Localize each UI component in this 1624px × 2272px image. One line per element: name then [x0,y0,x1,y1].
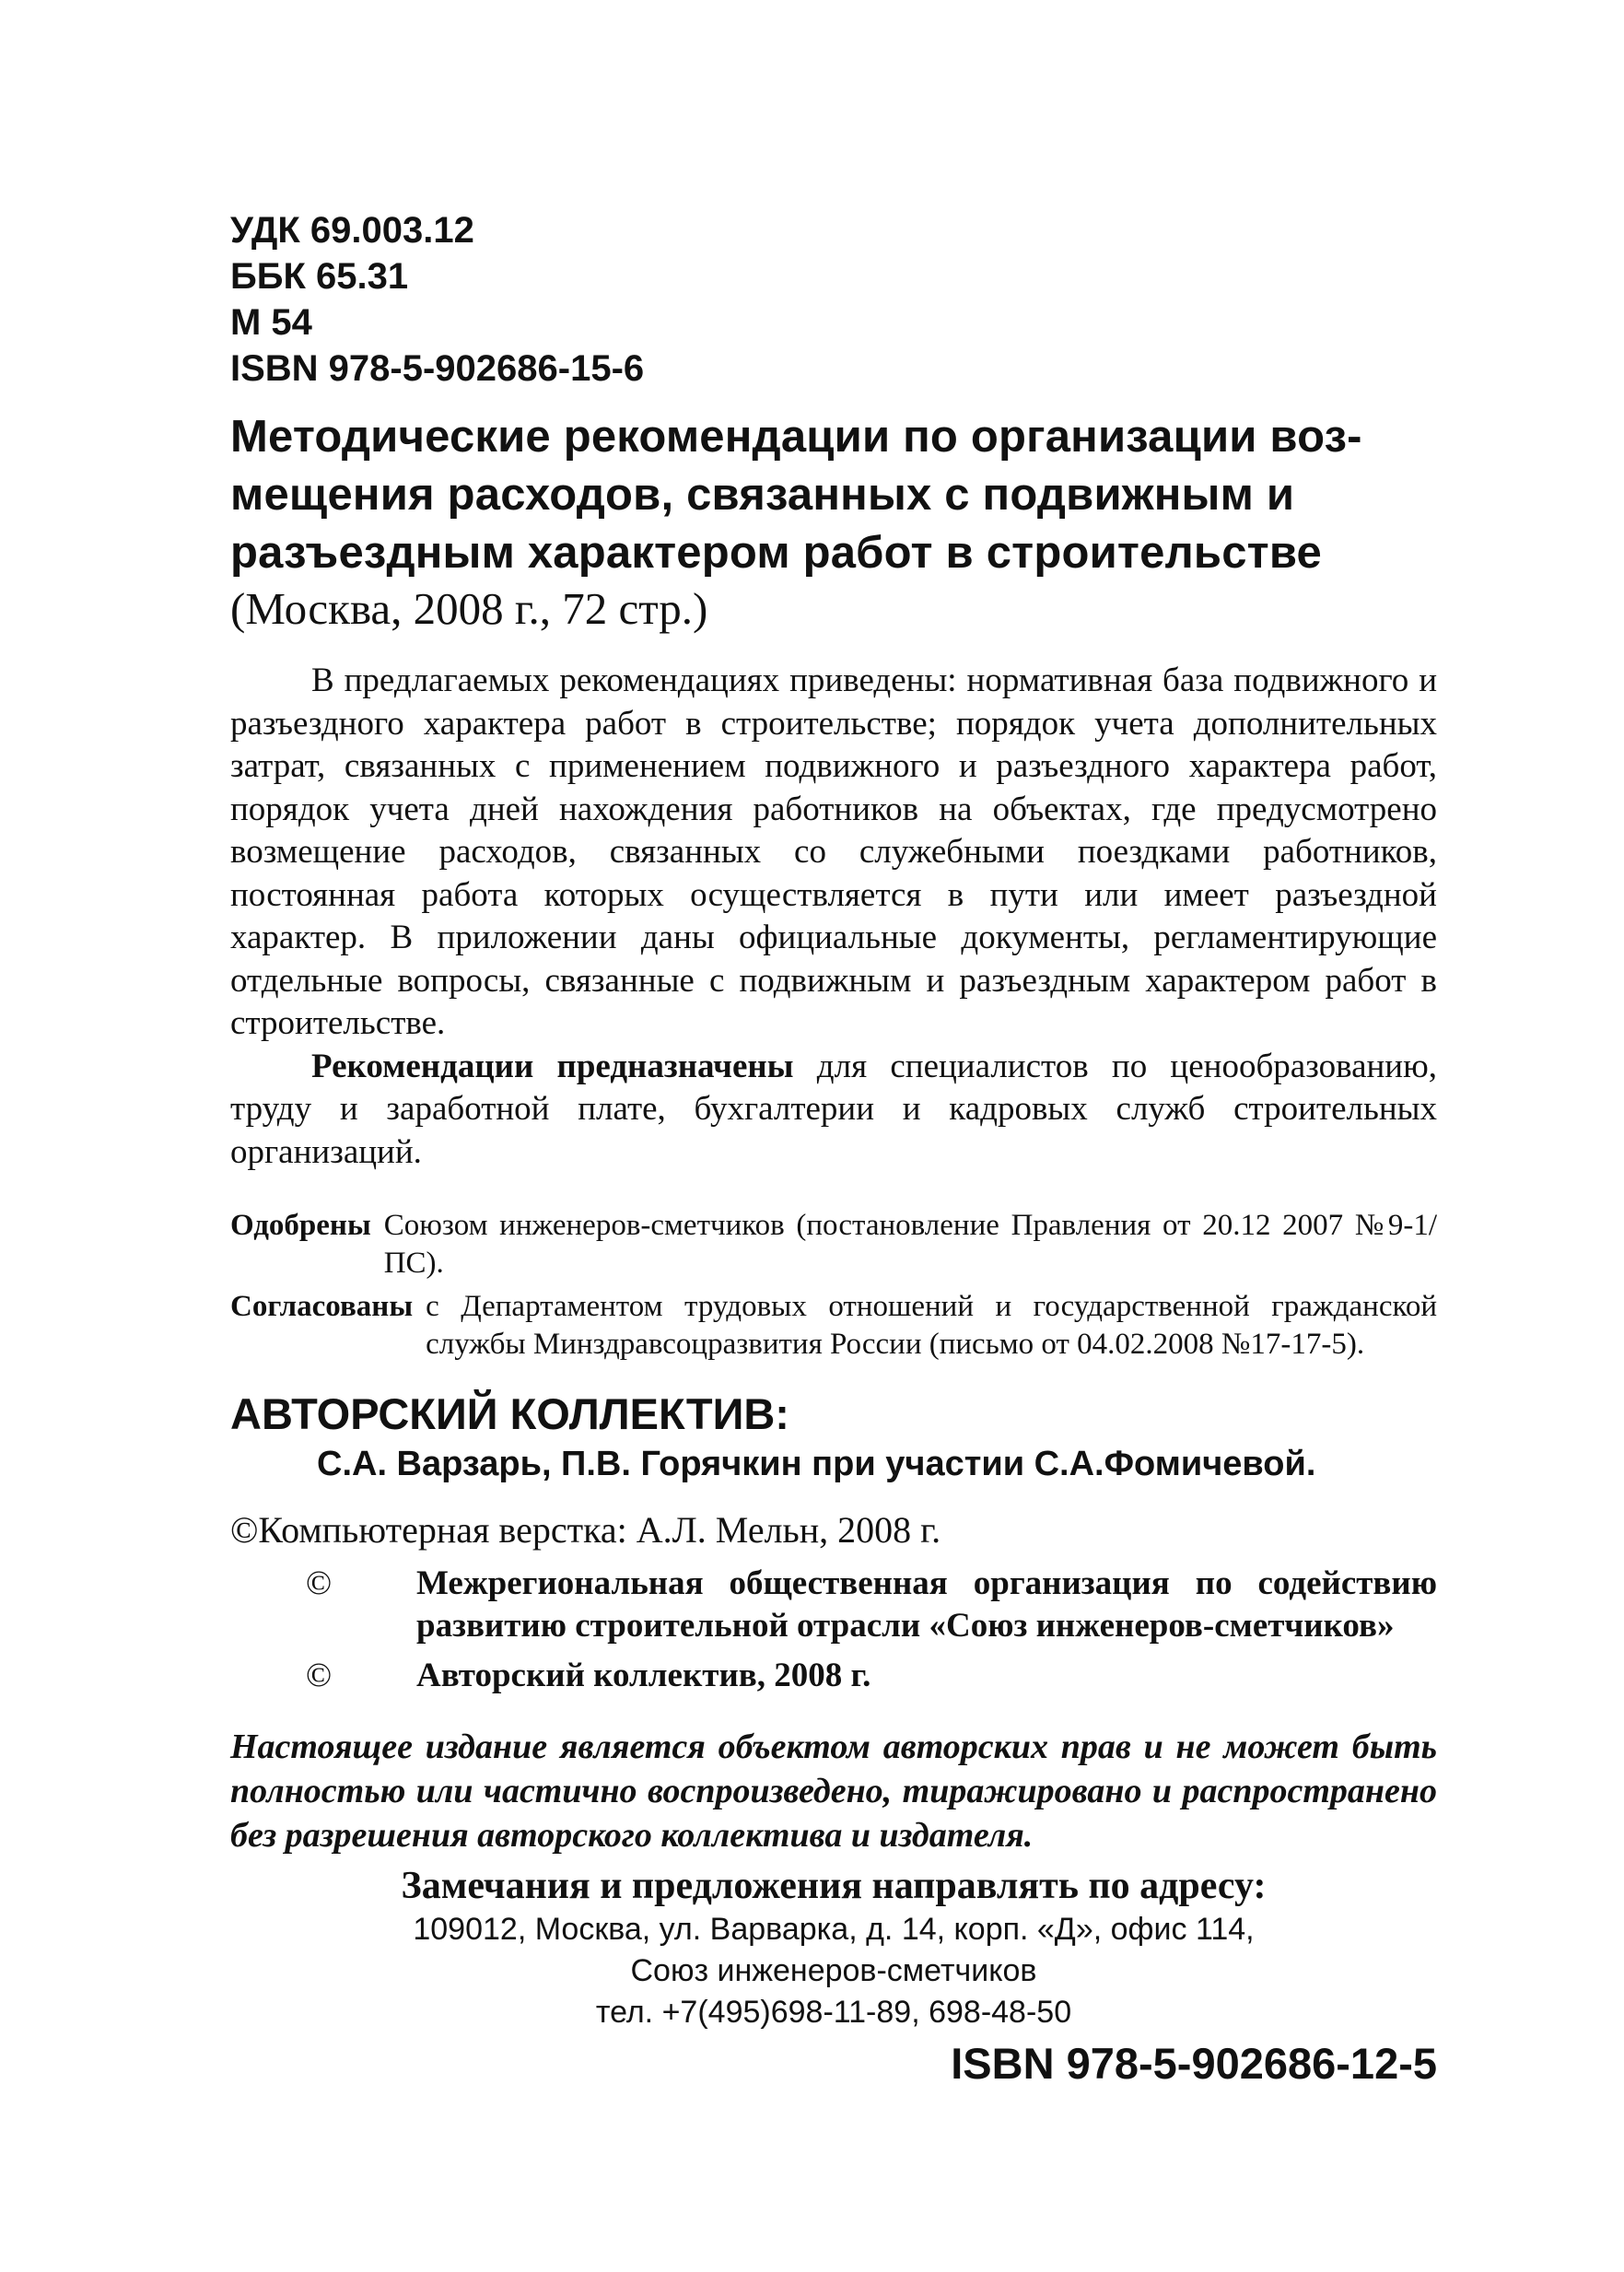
book-title [230,408,1437,582]
author-mark: М 54 [230,302,312,343]
book-title-line: разъездным характером работ в строительстве [230,528,1323,578]
isbn-code: ISBN 978-5-902686-15-6 [230,348,645,389]
abstract [230,660,1437,1174]
isbn-bottom: ISBN 978-5-902686-12-5 [951,2039,1437,2088]
copyright-row [230,1563,1437,1647]
udk-code: УДК 69.003.12 [230,210,474,251]
address-line: 109012, Москва, ул. Варварка, д. 14, корп. «Д», офис 114, [413,1912,1255,1947]
audience-paragraph [230,1046,1437,1175]
copyright-notice: Настоящее издание является объектом авторских прав и не может быть полностью или частично воспроизведено, тиражировано и распространено без разрешения авторского коллектива и издателя. [230,1727,1437,1855]
copyright-icon: © [306,1657,333,1694]
copyright-icon: © [306,1564,333,1602]
abstract-paragraph: В предлагаемых рекомендациях приведены: нормативная база подвижного и разъездного характера работ в строительстве; порядок учета дополнительных затрат, связанных с применением подвижного и разъездного характера работ, порядок учета дней нахождения работников на объектах, где предусмотрено возмещение расходов, связанных со служебными поездками работников, постоянная работа которых осуществляется в пути или имеет разъездной характер. В приложении даны официальные документы, регламентирующие отдельные вопросы, связанные с подвижным и разъездным характером работ в строительстве. [230,662,1437,1042]
address-line: Союз инженеров-сметчиков [630,1953,1037,1988]
layout-credit: ©Компьютерная верстка: А.Л. Мельн, 2008 г. [230,1509,941,1551]
approval-row [230,1288,1437,1364]
address-title: Замечания и предложения направлять по адресу: [401,1865,1267,1907]
copyright-page [230,207,1437,2090]
approval-label: Одобрены [230,1209,371,1242]
audience-text: для специалистов по ценообразованию, труду и заработной плате, бухгалтерии и кадровых служб строительных организаций. [230,1047,1438,1171]
book-title-line: мещения расходов, связанных с подвижным и [230,470,1295,520]
approvals [230,1207,1437,1364]
authors-heading: АВТОРСКИЙ КОЛЛЕКТИВ: [230,1389,789,1438]
approval-label: Согласованы [230,1290,414,1323]
audience-lead: Рекомендации предназначены [311,1047,794,1085]
address-block [230,1863,1437,2033]
bbk-code: ББК 65.31 [230,256,409,297]
authors-names: С.А. Варзарь, П.В. Горячкин при участии С.А.Фомичевой. [317,1445,1316,1483]
copyright-row [230,1655,1437,1697]
copyright-holder: Межрегиональная общественная организация по содействию развитию строительной отрасли «Союз инженеров-сметчиков» [416,1564,1437,1645]
book-title-line: Методические рекомендации по организации воз- [230,412,1362,462]
copyright-holder: Авторский коллектив, 2008 г. [416,1657,871,1694]
approval-text: с Департаментом трудовых отношений и государственной гражданской службы Минздравсоцразвития России (письмо от 04.02.2008 №17-17-5). [426,1290,1437,1361]
approval-row [230,1207,1437,1282]
classification-codes [230,207,1437,392]
book-imprint: (Москва, 2008 г., 72 стр.) [230,583,708,634]
approval-text: Союзом инженеров-сметчиков (постановление Правления от 20.12 2007 №9-1/ПС). [383,1209,1437,1280]
address-line: тел. +7(495)698-11-89, 698-48-50 [595,1995,1072,2030]
